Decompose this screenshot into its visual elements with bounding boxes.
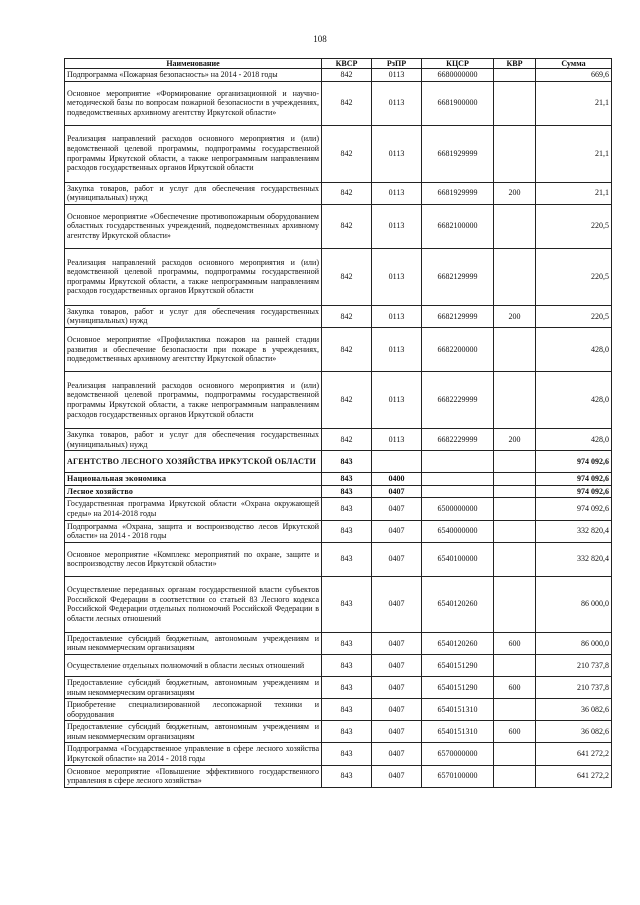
header-name: Наименование	[65, 59, 322, 69]
cell-kvr	[494, 699, 536, 721]
table-row	[65, 182, 612, 204]
cell-kvr	[494, 485, 536, 498]
cell-rzpr: 0113	[372, 305, 422, 327]
cell-name: Основное мероприятие «Профилактика пожаров на ранней стадии развития и обеспечение безопасности при пожаре в учреждениях, подведомственных архивному агентству Иркутской области»	[65, 327, 322, 371]
cell-kcsr: 6540151290	[422, 676, 494, 698]
cell-sum: 641 272,2	[536, 765, 612, 787]
cell-rzpr: 0407	[372, 699, 422, 721]
cell-rzpr: 0113	[372, 327, 422, 371]
cell-kvsr: 843	[322, 542, 372, 576]
cell-name: Приобретение специализированной лесопожарной техники и оборудования	[65, 699, 322, 721]
cell-sum: 332 820,4	[536, 542, 612, 576]
cell-name: Подпрограмма «Государственное управление в сфере лесного хозяйства Иркутской области» на 2014 - 2018 годы	[65, 743, 322, 765]
cell-kvr: 200	[494, 182, 536, 204]
cell-name: Предоставление субсидий бюджетным, автономным учреждениям и иным некоммерческим организациям	[65, 721, 322, 743]
cell-kvsr: 842	[322, 327, 372, 371]
cell-kvsr: 843	[322, 765, 372, 787]
table-row	[65, 721, 612, 743]
cell-kvsr: 843	[322, 576, 372, 632]
cell-sum: 220,5	[536, 248, 612, 305]
cell-kvsr: 842	[322, 69, 372, 82]
cell-rzpr: 0113	[372, 81, 422, 125]
cell-rzpr: 0407	[372, 743, 422, 765]
cell-sum: 86 000,0	[536, 576, 612, 632]
cell-sum: 669,6	[536, 69, 612, 82]
cell-sum: 974 092,6	[536, 473, 612, 486]
cell-name: Реализация направлений расходов основного мероприятия и (или) ведомственной целевой программы, подпрограммы государственной программы Иркутской области, а также непрограммным направлениям расходов государственных органов Иркутской области	[65, 125, 322, 182]
cell-kvr	[494, 371, 536, 428]
cell-name: Осуществление отдельных полномочий в области лесных отношений	[65, 654, 322, 676]
table-row	[65, 428, 612, 450]
cell-rzpr	[372, 451, 422, 473]
cell-sum: 21,1	[536, 81, 612, 125]
table-row	[65, 204, 612, 248]
cell-sum: 210 737,8	[536, 676, 612, 698]
cell-kcsr: 6682229999	[422, 428, 494, 450]
cell-kcsr	[422, 485, 494, 498]
cell-kcsr: 6540120260	[422, 632, 494, 654]
cell-name: Национальная экономика	[65, 473, 322, 486]
cell-name: Подпрограмма «Пожарная безопасность» на 2014 - 2018 годы	[65, 69, 322, 82]
cell-rzpr: 0407	[372, 520, 422, 542]
cell-kvr: 600	[494, 676, 536, 698]
cell-rzpr: 0407	[372, 498, 422, 520]
cell-kvr	[494, 542, 536, 576]
cell-name: Лесное хозяйство	[65, 485, 322, 498]
cell-kvr	[494, 81, 536, 125]
cell-rzpr: 0113	[372, 248, 422, 305]
cell-kvr	[494, 327, 536, 371]
cell-rzpr: 0113	[372, 204, 422, 248]
cell-kcsr: 6570000000	[422, 743, 494, 765]
cell-rzpr: 0407	[372, 542, 422, 576]
cell-kcsr: 6682100000	[422, 204, 494, 248]
header-kvsr: КВСР	[322, 59, 372, 69]
cell-sum: 332 820,4	[536, 520, 612, 542]
table-row	[65, 125, 612, 182]
table-row	[65, 248, 612, 305]
cell-sum: 86 000,0	[536, 632, 612, 654]
cell-kcsr: 6540151310	[422, 699, 494, 721]
page-number: 108	[313, 34, 327, 44]
cell-sum: 210 737,8	[536, 654, 612, 676]
cell-kcsr: 6681929999	[422, 182, 494, 204]
cell-sum: 36 082,6	[536, 721, 612, 743]
cell-kvsr: 842	[322, 428, 372, 450]
cell-kcsr: 6540100000	[422, 542, 494, 576]
cell-name: Реализация направлений расходов основного мероприятия и (или) ведомственной целевой программы, подпрограммы государственной программы Иркутской области, а также непрограммным направлениям расходов государственных органов Иркутской области	[65, 248, 322, 305]
table-row	[65, 485, 612, 498]
cell-kvsr: 842	[322, 182, 372, 204]
cell-rzpr: 0400	[372, 473, 422, 486]
header-rzpr: РзПР	[372, 59, 422, 69]
cell-kcsr: 6682200000	[422, 327, 494, 371]
cell-name: Основное мероприятие «Формирование организационной и научно-методической базы по вопросам пожарной безопасности в учреждениях, подведомственных архивному агентству Иркутской области»	[65, 81, 322, 125]
cell-kvr	[494, 204, 536, 248]
cell-kvsr: 843	[322, 632, 372, 654]
cell-name: Реализация направлений расходов основного мероприятия и (или) ведомственной целевой программы, подпрограммы государственной программы Иркутской области, а также непрограммным направлениям расходов государственных органов Иркутской области	[65, 371, 322, 428]
cell-name: Предоставление субсидий бюджетным, автономным учреждениям и иным некоммерческим организациям	[65, 632, 322, 654]
table-row	[65, 520, 612, 542]
cell-kvr	[494, 451, 536, 473]
cell-kvsr: 843	[322, 699, 372, 721]
cell-name: Основное мероприятие «Повышение эффективного государственного управления в сфере лесного хозяйства»	[65, 765, 322, 787]
cell-rzpr: 0407	[372, 576, 422, 632]
table-row	[65, 576, 612, 632]
table-row	[65, 765, 612, 787]
cell-rzpr: 0113	[372, 125, 422, 182]
cell-name: Подпрограмма «Охрана, защита и воспроизводство лесов Иркутской области» на 2014 - 2018 годы	[65, 520, 322, 542]
cell-kvr: 600	[494, 721, 536, 743]
cell-kvsr: 843	[322, 520, 372, 542]
table-row	[65, 305, 612, 327]
cell-kvsr: 843	[322, 498, 372, 520]
cell-kvsr: 843	[322, 676, 372, 698]
cell-kvr: 200	[494, 305, 536, 327]
cell-sum: 641 272,2	[536, 743, 612, 765]
cell-rzpr: 0407	[372, 632, 422, 654]
cell-sum: 36 082,6	[536, 699, 612, 721]
cell-kvsr: 842	[322, 81, 372, 125]
table-row	[65, 81, 612, 125]
cell-name: Основное мероприятие «Комплекс мероприятий по охране, защите и воспроизводству лесов Иркутской области»	[65, 542, 322, 576]
cell-kvsr: 842	[322, 248, 372, 305]
cell-kvr	[494, 765, 536, 787]
table-row	[65, 371, 612, 428]
cell-sum: 428,0	[536, 371, 612, 428]
cell-sum: 974 092,6	[536, 498, 612, 520]
table-row	[65, 654, 612, 676]
cell-kcsr: 6682229999	[422, 371, 494, 428]
cell-rzpr: 0407	[372, 676, 422, 698]
cell-name: АГЕНТСТВО ЛЕСНОГО ХОЗЯЙСТВА ИРКУТСКОЙ ОБЛАСТИ	[65, 451, 322, 473]
cell-kcsr	[422, 451, 494, 473]
table-row	[65, 542, 612, 576]
cell-kvsr: 843	[322, 451, 372, 473]
cell-kvsr: 843	[322, 743, 372, 765]
cell-sum: 21,1	[536, 125, 612, 182]
cell-name: Осуществление переданных органам государственной власти субъектов Российской Федерации в соответствии со статьей 83 Лесного кодекса Российской Федерации отдельных полномочий Российской Федерации в области лесных отношений	[65, 576, 322, 632]
cell-kvr	[494, 520, 536, 542]
header-kcsr: КЦСР	[422, 59, 494, 69]
header-row	[65, 59, 612, 69]
table-row	[65, 498, 612, 520]
cell-kvr	[494, 248, 536, 305]
cell-rzpr: 0407	[372, 485, 422, 498]
cell-kcsr	[422, 473, 494, 486]
cell-kcsr: 6570100000	[422, 765, 494, 787]
cell-kcsr: 6681900000	[422, 81, 494, 125]
cell-kvsr: 843	[322, 473, 372, 486]
table-row	[65, 451, 612, 473]
cell-rzpr: 0113	[372, 371, 422, 428]
table-row	[65, 632, 612, 654]
cell-kvr	[494, 576, 536, 632]
table-row	[65, 743, 612, 765]
cell-kvsr: 842	[322, 371, 372, 428]
cell-name: Основное мероприятие «Обеспечение противопожарным оборудованием областных государственных учреждений, подведомственных архивному агентству Иркутской области»	[65, 204, 322, 248]
cell-kcsr: 6540120260	[422, 576, 494, 632]
cell-rzpr: 0113	[372, 69, 422, 82]
cell-sum: 220,5	[536, 204, 612, 248]
cell-rzpr: 0113	[372, 428, 422, 450]
cell-name: Государственная программа Иркутской области «Охрана окружающей среды» на 2014-2018 годы	[65, 498, 322, 520]
cell-kvr	[494, 498, 536, 520]
cell-kcsr: 6540000000	[422, 520, 494, 542]
cell-rzpr: 0407	[372, 654, 422, 676]
table-row	[65, 699, 612, 721]
cell-sum: 428,0	[536, 327, 612, 371]
cell-kvsr: 843	[322, 485, 372, 498]
budget-table	[64, 58, 612, 788]
cell-kvr	[494, 125, 536, 182]
cell-sum: 974 092,6	[536, 485, 612, 498]
cell-name: Предоставление субсидий бюджетным, автономным учреждениям и иным некоммерческим организациям	[65, 676, 322, 698]
cell-kvsr: 842	[322, 305, 372, 327]
cell-kvr	[494, 654, 536, 676]
cell-kcsr: 6500000000	[422, 498, 494, 520]
cell-kvsr: 842	[322, 125, 372, 182]
header-kvr: КВР	[494, 59, 536, 69]
cell-kvsr: 842	[322, 204, 372, 248]
cell-kcsr: 6682129999	[422, 248, 494, 305]
cell-sum: 220,5	[536, 305, 612, 327]
cell-sum: 974 092,6	[536, 451, 612, 473]
cell-rzpr: 0113	[372, 182, 422, 204]
cell-kvsr: 843	[322, 721, 372, 743]
cell-kcsr: 6682129999	[422, 305, 494, 327]
cell-rzpr: 0407	[372, 721, 422, 743]
cell-kvr	[494, 473, 536, 486]
cell-kcsr: 6681929999	[422, 125, 494, 182]
cell-kvr: 200	[494, 428, 536, 450]
cell-rzpr: 0407	[372, 765, 422, 787]
table-row	[65, 327, 612, 371]
cell-kcsr: 6540151310	[422, 721, 494, 743]
cell-name: Закупка товаров, работ и услуг для обеспечения государственных (муниципальных) нужд	[65, 305, 322, 327]
table-row	[65, 69, 612, 82]
cell-kvsr: 843	[322, 654, 372, 676]
cell-kvr	[494, 69, 536, 82]
cell-name: Закупка товаров, работ и услуг для обеспечения государственных (муниципальных) нужд	[65, 428, 322, 450]
table-row	[65, 473, 612, 486]
cell-name: Закупка товаров, работ и услуг для обеспечения государственных (муниципальных) нужд	[65, 182, 322, 204]
cell-kcsr: 6540151290	[422, 654, 494, 676]
cell-kcsr: 6680000000	[422, 69, 494, 82]
table-row	[65, 676, 612, 698]
cell-kvr	[494, 743, 536, 765]
cell-sum: 21,1	[536, 182, 612, 204]
header-sum: Сумма	[536, 59, 612, 69]
cell-kvr: 600	[494, 632, 536, 654]
cell-sum: 428,0	[536, 428, 612, 450]
